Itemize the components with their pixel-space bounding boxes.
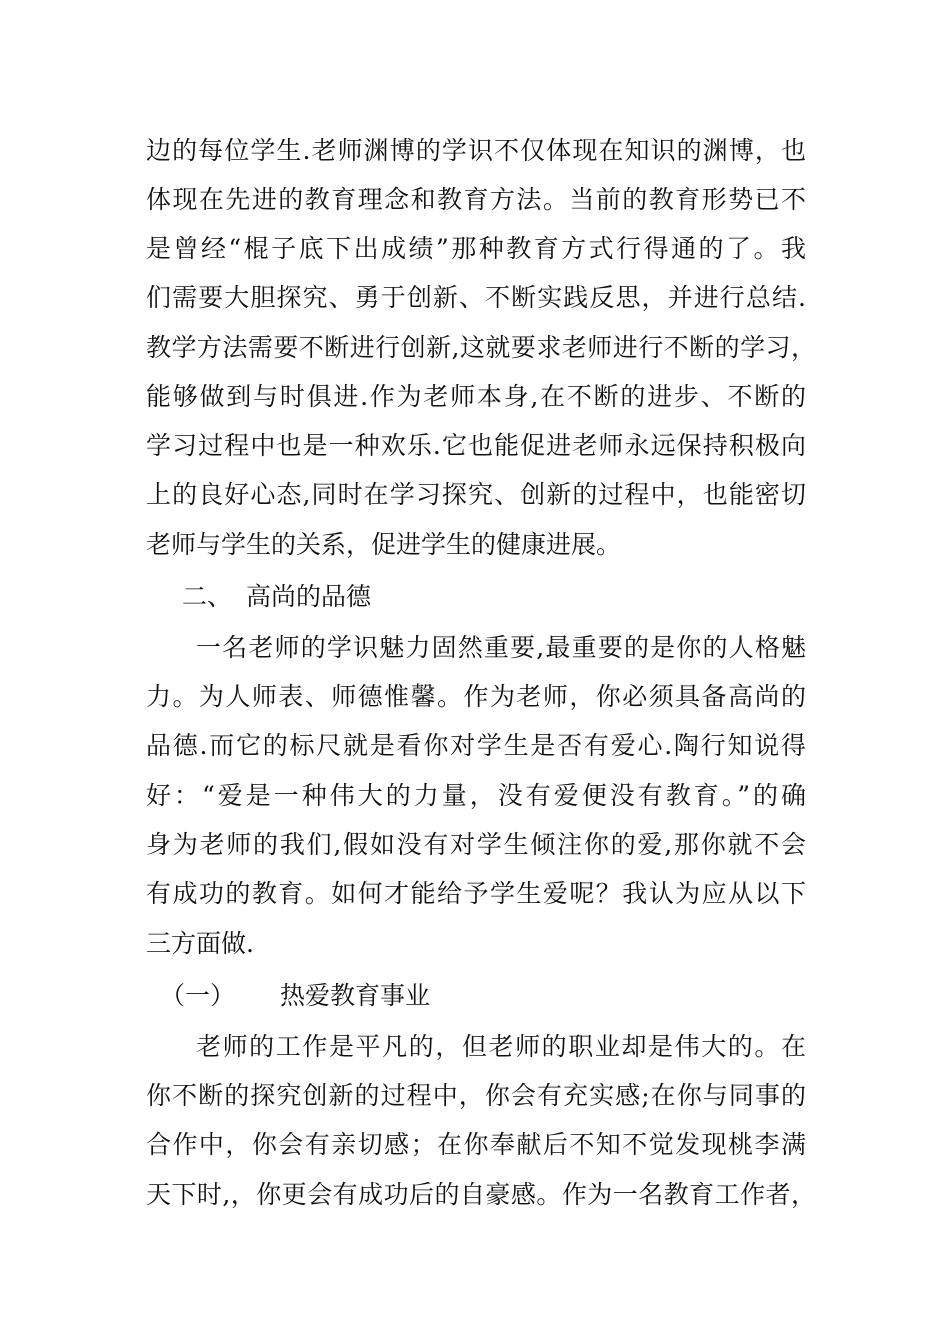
section-title: 高尚的品德 xyxy=(246,582,372,611)
subsection-number: （一） xyxy=(160,981,236,1010)
paragraph-line: 身为老师的我们,假如没有对学生倾注你的爱,那你就不会 xyxy=(146,830,806,859)
paragraph-line: 教学方法需要不断进行创新,这就要求老师进行不断的学习， xyxy=(146,333,816,362)
paragraph-line: 学习过程中也是一种欢乐.它也能促进老师永远保持积极向 xyxy=(146,431,806,460)
paragraph-line: 力。为人师表、师德惟馨。作为老师，你必须具备高尚的 xyxy=(146,682,806,711)
paragraph-line: 好：“爱是一种伟大的力量，没有爱便没有教育。”的确 xyxy=(146,781,806,810)
paragraph-line: 上的良好心态,同时在学习探究、创新的过程中，也能密切 xyxy=(146,480,806,509)
paragraph-line: 老师与学生的关系，促进学生的健康进展。 xyxy=(146,530,622,559)
paragraph-line: 有成功的教育。如何才能给予学生爱呢？我认为应从以下 xyxy=(146,879,806,908)
paragraph-line: 三方面做. xyxy=(146,929,254,958)
paragraph-line: 老师的工作是平凡的，但老师的职业却是伟大的。在 xyxy=(196,1032,806,1061)
paragraph-line: 天下时,，你更会有成功后的自豪感。作为一名教育工作者， xyxy=(146,1180,816,1209)
paragraph-line: 们需要大胆探究、勇于创新、不断实践反思，并进行总结. xyxy=(146,283,806,312)
section-number: 二、 xyxy=(182,582,233,611)
subsection-title: 热爱教育事业 xyxy=(280,981,431,1010)
paragraph-line: 品德.而它的标尺就是看你对学生是否有爱心.陶行知说得 xyxy=(146,731,806,760)
paragraph-line: 你不断的探究创新的过程中，你会有充实感;在你与同事的 xyxy=(146,1081,806,1110)
paragraph-line: 体现在先进的教育理念和教育方法。当前的教育形势已不 xyxy=(146,185,806,214)
paragraph-line: 合作中，你会有亲切感；在你奉献后不知不觉发现桃李满 xyxy=(146,1130,806,1159)
paragraph-line: 一名老师的学识魅力固然重要,最重要的是你的人格魅 xyxy=(196,633,806,662)
paragraph-line: 是曾经“棍子底下出成绩”那种教育方式行得通的了。我 xyxy=(146,234,806,263)
paragraph-line: 能够做到与时俱进.作为老师本身,在不断的进步、不断的 xyxy=(146,382,806,411)
paragraph-line: 边的每位学生.老师渊博的学识不仅体现在知识的渊博，也 xyxy=(146,136,806,165)
